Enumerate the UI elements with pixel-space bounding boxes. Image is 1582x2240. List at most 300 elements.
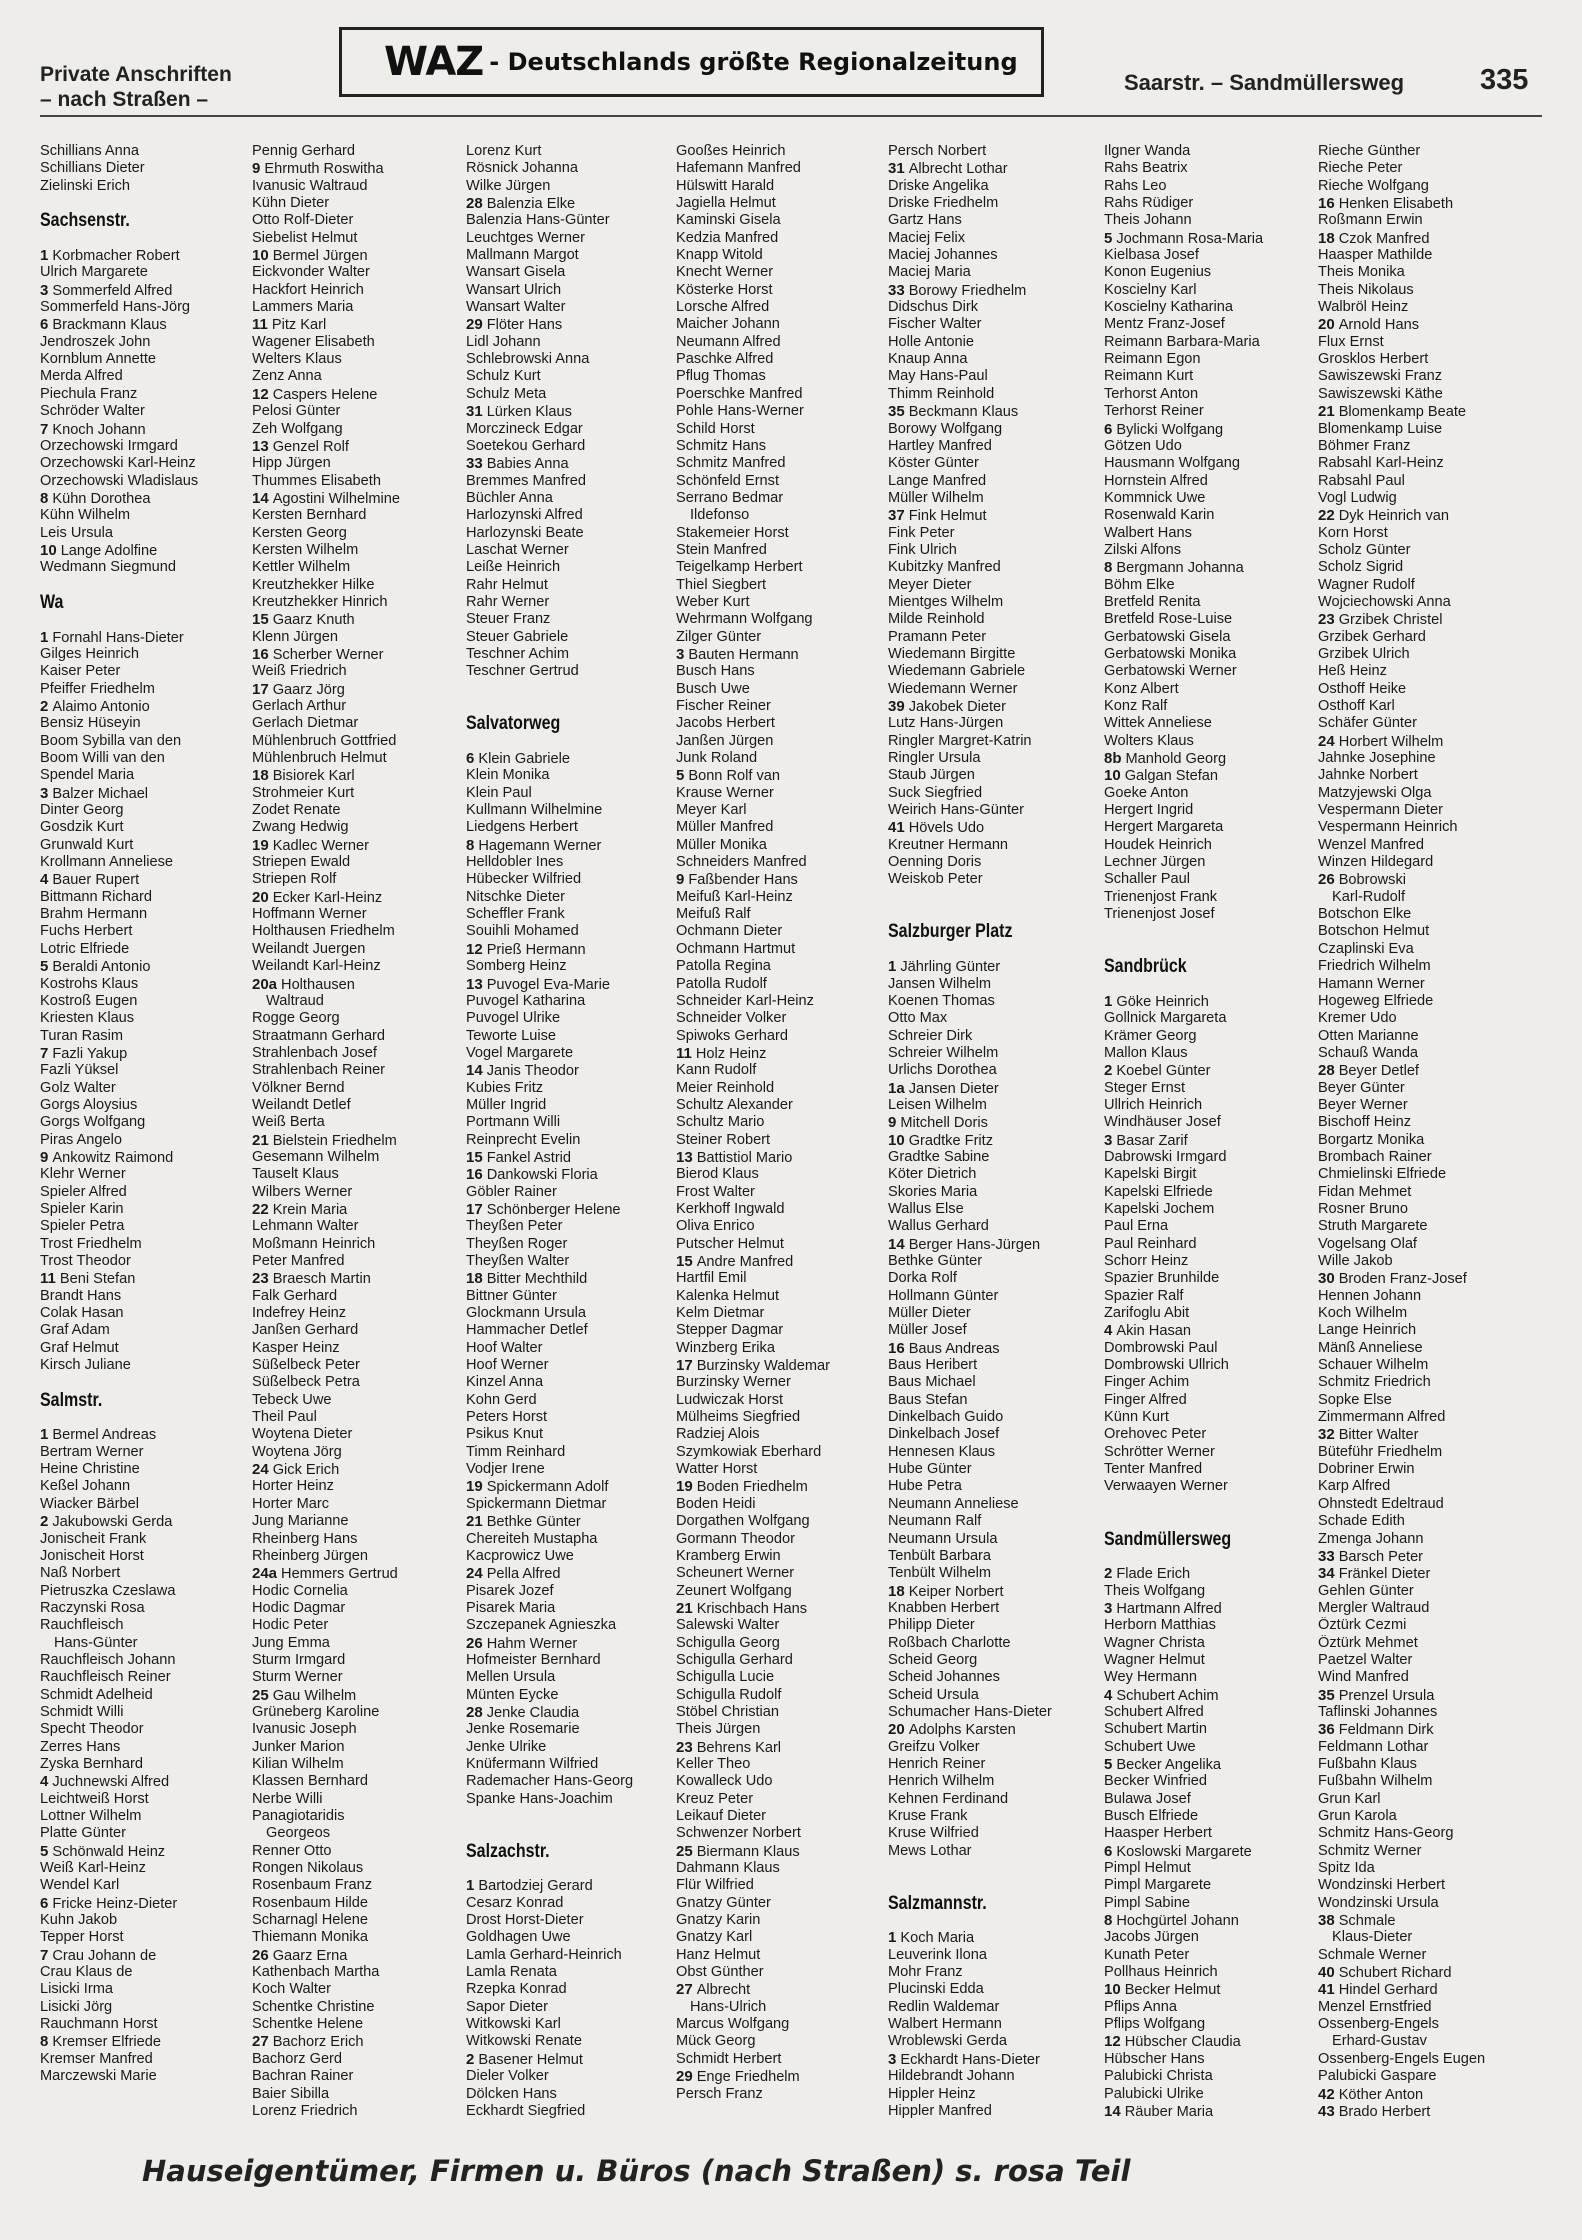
listing-entry: Sommerfeld Hans-Jörg [40, 299, 191, 316]
house-number: 18 [466, 1270, 483, 1288]
listing-entry: Wiedemann Werner [888, 680, 1018, 697]
listing-entry: Rahr Helmut [466, 576, 548, 593]
listing-entry: Holle Antonie [888, 333, 975, 350]
listing-entry: Hoffmann Werner [252, 906, 367, 923]
listing-entry: 39 Jakobek Dieter [888, 698, 1007, 715]
listing-entry: Stöbel Christian [676, 1703, 780, 1720]
listing-entry: Spendel Maria [40, 767, 135, 784]
listing-entry: Rheinberg Jürgen [252, 1547, 369, 1564]
listing-entry: Schigulla Georg [676, 1634, 780, 1651]
listing-entry: Götzen Udo [1104, 437, 1182, 454]
listing-entry: Hamann Werner [1318, 975, 1425, 992]
listing-entry: Scharnagl Helene [252, 1912, 369, 1929]
listing-entry: 18 Keiper Norbert [888, 1582, 1004, 1600]
listing-entry: Hartfil Emil [676, 1270, 747, 1287]
listing-entry: Moßmann Heinrich [252, 1235, 376, 1252]
house-number: 9 [252, 160, 261, 178]
listing-entry: Heine Christine [40, 1461, 140, 1478]
listing-entry: Golz Walter [40, 1079, 116, 1096]
listing-entry: Meifuß Ralf [676, 906, 751, 923]
listing-entry: 8b Manhold Georg [1104, 750, 1227, 768]
house-number: 17 [676, 1357, 693, 1375]
listing-entry: Ochmann Dieter [676, 923, 783, 940]
listing-entry: Wiacker Bärbel [40, 1495, 139, 1512]
listing-entry: Serrano Bedmar [676, 489, 784, 506]
street-heading: Salzburger Platz [888, 921, 1013, 943]
listing-entry: Wenzel Manfred [1318, 836, 1424, 853]
listing-entry: Sapor Dieter [466, 1998, 548, 2015]
listing-entry: Spazier Ralf [1104, 1287, 1184, 1304]
listing-entry: Ringler Margret-Katrin [888, 732, 1032, 749]
listing-entry: 31 Lürken Klaus [466, 403, 572, 421]
listing-entry: Beyer Günter [1318, 1079, 1405, 1096]
listing-entry: 30 Broden Franz-Josef [1318, 1270, 1467, 1288]
listing-entry: Walbröl Heinz [1318, 299, 1409, 316]
listing-entry: Wansart Ulrich [466, 281, 562, 298]
listing-entry: Schrötter Werner [1104, 1443, 1215, 1460]
listing-entry: Ringler Ursula [888, 750, 981, 767]
listing-entry: Rauchmann Horst [40, 2016, 158, 2033]
listing-entry: Leuchtges Werner [466, 229, 585, 246]
listing-entry: Wansart Walter [466, 299, 566, 316]
listing-entry: Walbert Hermann [888, 2016, 1002, 2033]
listing-entry: Schulz Kurt [466, 368, 541, 385]
listing-entry: 13 Puvogel Eva-Marie [466, 975, 610, 993]
listing-entry: Puvogel Katharina [466, 992, 586, 1009]
listing-entry: Persch Franz [676, 2085, 763, 2102]
listing-entry: Graf Adam [40, 1322, 110, 1339]
listing-entry: Jenke Ulrike [466, 1738, 547, 1755]
header-rule [40, 115, 1542, 117]
listing-entry: Wiedemann Birgitte [888, 645, 1016, 662]
listing-entry: Schade Edith [1318, 1513, 1405, 1530]
listing-entry: Kubitzky Manfred [888, 559, 1001, 576]
listing-entry: 27 Albrecht [676, 1981, 751, 1999]
listing-entry: Theyßen Walter [466, 1253, 570, 1269]
house-number: 22 [1318, 507, 1335, 525]
listing-entry: Schneider Karl-Heinz [676, 992, 814, 1009]
listing-entry: Gnatzy Günter [676, 1894, 771, 1911]
listing-entry: Wilke Jürgen [466, 177, 551, 194]
listing-entry: Milde Reinhold [888, 611, 985, 628]
listing-entry: Klenn Jürgen [252, 628, 339, 645]
listing-entry: Bittner Günter [466, 1287, 557, 1304]
house-number: 17 [252, 680, 269, 698]
listing-entry: Rahr Werner [466, 593, 550, 610]
listing-entry: Staub Jürgen [888, 767, 975, 784]
listing-entry: Hogeweg Elfriede [1318, 992, 1434, 1009]
listing-entry: Weiß Karl-Heinz [40, 1860, 146, 1877]
listing-entry: Trienenjost Frank [1104, 888, 1218, 905]
listing-entry: Büchler Anna [466, 489, 553, 506]
house-number: 4 [40, 1773, 49, 1791]
listing-entry: Mohr Franz [888, 1964, 963, 1981]
listing-entry: Pramann Peter [888, 628, 987, 645]
listing-entry: Zeunert Wolfgang [676, 1582, 792, 1599]
house-number: 12 [466, 940, 483, 958]
listing-entry: 3 Eckhardt Hans-Dieter [888, 2050, 1040, 2068]
listing-entry: Pisarek Jozef [466, 1582, 554, 1599]
house-number: 21 [1318, 403, 1335, 421]
house-number: 41 [888, 819, 905, 837]
house-number: 15 [676, 1253, 693, 1270]
listing-entry: 8 Hochgürtel Johann [1104, 1912, 1239, 1930]
house-number: 6 [40, 1894, 49, 1912]
listing-entry: Sopke Else [1318, 1391, 1392, 1408]
listing-entry: Tebeck Uwe [252, 1391, 332, 1408]
spacer [40, 1374, 252, 1391]
listing-entry: Ossenberg-Engels [1318, 2016, 1439, 2033]
house-number: 23 [1318, 611, 1335, 629]
listing-entry: Kedzia Manfred [676, 229, 779, 246]
listing-entry: Rahs Beatrix [1104, 160, 1188, 177]
listing-entry: Striepen Ewald [252, 854, 351, 871]
street-range: Saarstr. – Sandmüllersweg [1124, 70, 1405, 95]
listing-entry: Ludwiczak Horst [676, 1391, 784, 1408]
listing-entry: Borowy Wolfgang [888, 420, 1003, 437]
listing-entry: Meifuß Karl-Heinz [676, 888, 793, 905]
directory-column [40, 143, 252, 2086]
listing-entry: Palubicki Gaspare [1318, 2068, 1437, 2085]
listing-entry: Grunwald Kurt [40, 836, 134, 853]
listing-entry: Pelosi Günter [252, 403, 341, 420]
listing-entry: Rheinberg Hans [252, 1530, 358, 1547]
listing-entry: 13 Genzel Rolf [252, 437, 349, 455]
listing-entry: Reimann Egon [1104, 351, 1201, 368]
listing-entry: Nerbe Willi [252, 1790, 323, 1807]
listing-entry: Kunath Peter [1104, 1946, 1190, 1963]
house-number: 28 [466, 1703, 483, 1721]
listing-entry: Müller Wilhelm [888, 489, 984, 506]
listing-entry: 20 Adolphs Karsten [888, 1721, 1016, 1739]
listing-entry: Fußbahn Klaus [1318, 1755, 1417, 1772]
listing-entry: Schild Horst [676, 420, 755, 437]
street-heading: Salzachstr. [466, 1840, 550, 1862]
listing-entry: 35 Prenzel Ursula [1318, 1686, 1435, 1704]
spacer [1104, 976, 1316, 993]
listing-entry: 16 Dankowski Floria [466, 1166, 598, 1184]
listing-entry: Rieche Wolfgang [1318, 177, 1429, 194]
listing-entry: 7 Crau Johann de [40, 1946, 157, 1964]
listing-entry: Grun Karl [1318, 1790, 1381, 1807]
listing-entry: 18 Bisiorek Karl [252, 767, 355, 785]
street-heading: Salvatorweg [466, 713, 561, 735]
house-number: 5 [1104, 1755, 1113, 1773]
house-number: 1 [888, 1929, 897, 1947]
house-number: 13 [466, 975, 483, 993]
listing-entry: Hornstein Alfred [1104, 472, 1208, 489]
house-number: 9 [676, 871, 685, 889]
listing-entry: 19 Spickermann Adolf [466, 1478, 609, 1496]
directory-column [466, 143, 678, 2120]
listing-entry: Müller Ingrid [466, 1096, 547, 1113]
listing-entry: Neumann Ralf [888, 1513, 982, 1530]
street-heading: Salmstr. [40, 1390, 103, 1411]
listing-entry: Pennig Gerhard [252, 143, 356, 159]
house-number: 10 [1104, 1981, 1121, 1999]
listing-entry: Dölcken Hans [466, 2085, 557, 2102]
house-number: 5 [40, 1842, 49, 1860]
listing-entry: Rauchfleisch Reiner [40, 1669, 171, 1686]
street-heading: Sandmüllersweg [1104, 1528, 1232, 1550]
listing-entry: Tauselt Klaus [252, 1166, 339, 1183]
listing-entry: 1a Jansen Dieter [888, 1079, 999, 1097]
listing-entry: Lorsche Alfred [676, 299, 770, 316]
listing-entry: Oenning Doris [888, 854, 982, 871]
listing-entry: Öztürk Mehmet [1318, 1634, 1418, 1651]
listing-entry: Boden Heidi [676, 1495, 756, 1512]
listing-entry: 24 Gick Erich [252, 1461, 340, 1479]
listing-entry: Stakemeier Horst [676, 524, 789, 541]
listing-entry: Striepen Rolf [252, 871, 337, 888]
listing-entry: Kilian Wilhelm [252, 1755, 344, 1772]
house-number: 26 [1318, 871, 1335, 889]
house-number: 35 [1318, 1686, 1335, 1704]
listing-entry: Osthoff Karl [1318, 698, 1395, 714]
listing-entry: Strahlenbach Reiner [252, 1062, 386, 1079]
listing-entry: Ulrich Margarete [40, 264, 148, 281]
listing-entry: Rieche Peter [1318, 160, 1403, 177]
listing-entry: Spanke Hans-Joachim [466, 1790, 613, 1807]
listing-entry: Klehr Werner [40, 1166, 126, 1183]
listing-entry: Strahlenbach Josef [252, 1044, 377, 1061]
listing-entry: Dinkelbach Josef [888, 1426, 1000, 1443]
listing-entry: Gesemann Wilhelm [252, 1148, 380, 1165]
listing-entry: 12 Hübscher Claudia [1104, 2033, 1241, 2051]
section-heading [40, 62, 270, 112]
listing-entry: Terhorst Reiner [1104, 403, 1204, 420]
listing-entry: Knabben Herbert [888, 1599, 1000, 1616]
house-number: 10 [40, 541, 57, 559]
listing-entry: Ohnstedt Edeltraud [1318, 1495, 1444, 1512]
house-number: 13 [676, 1148, 693, 1166]
listing-entry: Chereiteh Mustapha [466, 1530, 598, 1547]
house-number: 41 [1318, 1981, 1335, 1999]
listing-entry: 7 Knoch Johann [40, 420, 146, 438]
spacer [40, 230, 252, 247]
house-number: 28 [1318, 1062, 1335, 1080]
house-number: 31 [888, 160, 905, 178]
listing-entry: Scholz Günter [1318, 541, 1411, 558]
spacer [466, 681, 678, 698]
listing-entry: Gorgs Wolfgang [40, 1114, 146, 1131]
house-number: 2 [1104, 1062, 1113, 1080]
listing-entry: Kühn Wilhelm [40, 507, 131, 524]
spacer [466, 1808, 678, 1825]
listing-entry: Tenbült Barbara [888, 1547, 992, 1564]
listing-entry: Janßen Gerhard [252, 1322, 359, 1339]
listing-entry: Winzberg Erika [676, 1339, 775, 1356]
listing-entry: Schubert Uwe [1104, 1738, 1196, 1755]
listing-entry: Mühlenbruch Helmut [252, 750, 387, 767]
spacer [1104, 923, 1316, 940]
house-number: 9 [888, 1114, 897, 1132]
listing-entry: Gartz Hans [888, 212, 962, 229]
directory-column [1318, 143, 1530, 2120]
listing-entry: 4 Bauer Rupert [40, 871, 140, 889]
listing-entry: Kühn Dieter [252, 195, 330, 212]
house-number: 16 [888, 1339, 905, 1357]
listing-entry: Wagner Rudolf [1318, 576, 1415, 593]
listing-entry: Friedrich Wilhelm [1318, 958, 1431, 975]
listing-entry: Zeh Wolfgang [252, 420, 343, 437]
listing-entry: 28 Jenke Claudia [466, 1703, 580, 1721]
listing-entry: Meyer Dieter [888, 576, 972, 593]
listing-entry: Pohle Hans-Werner [676, 403, 804, 420]
listing-entry: Botschon Helmut [1318, 923, 1430, 940]
house-number: 4 [1104, 1322, 1113, 1340]
listing-entry: Jacobs Jürgen [1104, 1929, 1199, 1946]
listing-entry: Karp Alfred [1318, 1478, 1391, 1495]
listing-entry: 28 Beyer Detlef [1318, 1062, 1419, 1080]
listing-entry: Struth Margarete [1318, 1218, 1428, 1235]
listing-entry: 37 Fink Helmut [888, 507, 987, 525]
listing-entry: Souihli Mohamed [466, 923, 579, 940]
listing-entry: Osthoff Heike [1318, 680, 1407, 697]
listing-entry: 5 Beraldi Antonio [40, 958, 151, 976]
listing-entry: 10 Galgan Stefan [1104, 767, 1218, 785]
house-number: 10 [252, 247, 269, 265]
house-number: 3 [40, 281, 49, 299]
listing-entry: Bulawa Josef [1104, 1790, 1191, 1807]
listing-entry: Kriesten Klaus [40, 1010, 135, 1027]
house-number: 11 [676, 1044, 692, 1062]
listing-entry: 8 Hagemann Werner [466, 836, 602, 854]
listing-entry: Schigulla Gerhard [676, 1651, 793, 1668]
listing-entry: Koch Wilhelm [1318, 1305, 1408, 1322]
listing-entry: Gilges Heinrich [40, 645, 139, 662]
house-number: 20 [252, 888, 269, 906]
listing-entry: Verwaayen Werner [1104, 1478, 1228, 1495]
listing-entry: 5 Jochmann Rosa-Maria [1104, 229, 1264, 247]
listing-entry: Peter Manfred [252, 1253, 345, 1269]
listing-entry: Gooßes Heinrich [676, 143, 786, 159]
listing-entry: Rademacher Hans-Georg [466, 1773, 634, 1790]
listing-entry: Pollhaus Heinrich [1104, 1964, 1218, 1981]
listing-entry: Rauchfleisch Johann [40, 1651, 176, 1668]
house-number: 33 [1318, 1547, 1335, 1565]
listing-entry: 35 Beckmann Klaus [888, 403, 1019, 421]
listing-entry: Walbert Hans [1104, 524, 1192, 541]
listing-entry: Zyska Bernhard [40, 1755, 144, 1772]
house-number: 3 [40, 784, 49, 802]
listing-entry: Süßelbeck Petra [252, 1374, 360, 1391]
listing-entry: Mühlenbruch Gottfried [252, 732, 397, 749]
listing-entry: Maciej Felix [888, 229, 966, 246]
listing-entry: Thiemann Monika [252, 1929, 368, 1946]
listing-entry: Thummes Elisabeth [252, 472, 381, 489]
listing-entry: Colak Hasan [40, 1305, 124, 1322]
listing-entry: Psikus Knut [466, 1426, 544, 1443]
listing-entry: Redlin Waldemar [888, 1998, 1000, 2015]
listing-entry: Kaminski Gisela [676, 212, 781, 229]
spacer [466, 1860, 678, 1877]
listing-entry: Ilgner Wanda [1104, 143, 1191, 159]
listing-entry: Zielinski Erich [40, 177, 131, 194]
listing-entry: Baus Heribert [888, 1357, 978, 1374]
listing-entry: Theil Paul [252, 1409, 317, 1426]
listing-entry: Busch Hans [676, 663, 755, 680]
listing-entry: 11 Holz Heinz [676, 1044, 767, 1062]
house-number: 23 [252, 1270, 269, 1288]
listing-entry: Wansart Gisela [466, 264, 566, 281]
listing-entry: Lammers Maria [252, 299, 354, 316]
listing-entry: Zerres Hans [40, 1738, 121, 1755]
listing-entry: Schillians Anna [40, 143, 139, 159]
listing-entry: Blomenkamp Luise [1318, 420, 1443, 437]
listing-entry: Busch Elfriede [1104, 1808, 1199, 1824]
listing-entry: Steiner Robert [676, 1131, 771, 1148]
listing-entry: Schubert Alfred [1104, 1703, 1204, 1720]
listing-entry: Gormann Theodor [676, 1530, 795, 1547]
listing-entry: 5 Schönwald Heinz [40, 1842, 166, 1860]
house-number: 24 [466, 1565, 483, 1583]
listing-entry: Boom Willi van den [40, 750, 165, 767]
listing-entry: Hube Günter [888, 1461, 972, 1478]
listing-entry: Lisicki Jörg [40, 1998, 113, 2015]
house-number: 4 [1104, 1686, 1113, 1704]
listing-entry: Morczineck Edgar [466, 420, 583, 437]
listing-entry: Schmidt Adelheid [40, 1686, 153, 1703]
listing-continuation: Georgeos [266, 1825, 331, 1842]
house-number: 39 [888, 698, 905, 715]
listing-entry: Hildebrandt Johann [888, 2068, 1015, 2085]
listing-entry: Fink Peter [888, 524, 955, 541]
listing-entry: Hanz Helmut [676, 1946, 761, 1963]
listing-entry: Putscher Helmut [676, 1235, 784, 1252]
listing-entry: Weilandt Karl-Heinz [252, 958, 381, 975]
listing-entry: Mänß Anneliese [1318, 1339, 1423, 1356]
listing-entry: Specht Theodor [40, 1721, 144, 1738]
spacer [40, 611, 252, 628]
spacer [888, 941, 1100, 958]
listing-entry: Rauchfleisch [40, 1617, 124, 1634]
listing-entry: Hergert Margareta [1104, 819, 1224, 836]
listing-entry: Schneider Volker [676, 1010, 787, 1027]
street-heading: Sachsenstr. [40, 210, 130, 232]
listing-entry: Grosklos Herbert [1318, 351, 1429, 368]
listing-entry: Böhmer Franz [1318, 437, 1411, 454]
house-number: 1 [466, 1877, 475, 1895]
listing-entry: 4 Juchnewski Alfred [40, 1773, 170, 1791]
listing-entry: Völkner Bernd [252, 1079, 345, 1096]
listing-entry: Bachran Rainer [252, 2068, 354, 2085]
listing-entry: Kreutzhekker Hilke [252, 576, 375, 593]
listing-entry: Steuer Gabriele [466, 628, 569, 645]
house-number: 30 [1318, 1270, 1335, 1288]
listing-entry: 8 Kremser Elfriede [40, 2033, 162, 2051]
listing-entry: Schigulla Lucie [676, 1669, 775, 1686]
listing-entry: Kreutner Hermann [888, 836, 1009, 853]
listing-entry: Mallmann Margot [466, 247, 579, 264]
listing-entry: 6 Bylicki Wolfgang [1104, 420, 1224, 438]
listing-entry: 7 Fazli Yakup [40, 1044, 128, 1062]
listing-entry: Mentz Franz-Josef [1104, 316, 1225, 333]
listing-entry: Wille Jakob [1318, 1253, 1393, 1269]
house-number: 7 [40, 420, 49, 438]
house-number: 7 [40, 1946, 49, 1964]
listing-entry: Sturm Werner [252, 1669, 343, 1686]
listing-entry: Knaup Anna [888, 351, 968, 368]
listing-entry: Heß Heinz [1318, 663, 1387, 680]
listing-entry: Hackfort Heinrich [252, 281, 364, 298]
listing-entry: Peters Horst [466, 1409, 548, 1426]
listing-entry: Hodic Dagmar [252, 1599, 346, 1616]
listing-entry: Lisicki Irma [40, 1981, 113, 1998]
house-number: 7 [40, 1044, 49, 1062]
listing-entry: Süßelbeck Peter [252, 1357, 360, 1374]
listing-entry: Wiedemann Gabriele [888, 663, 1026, 680]
